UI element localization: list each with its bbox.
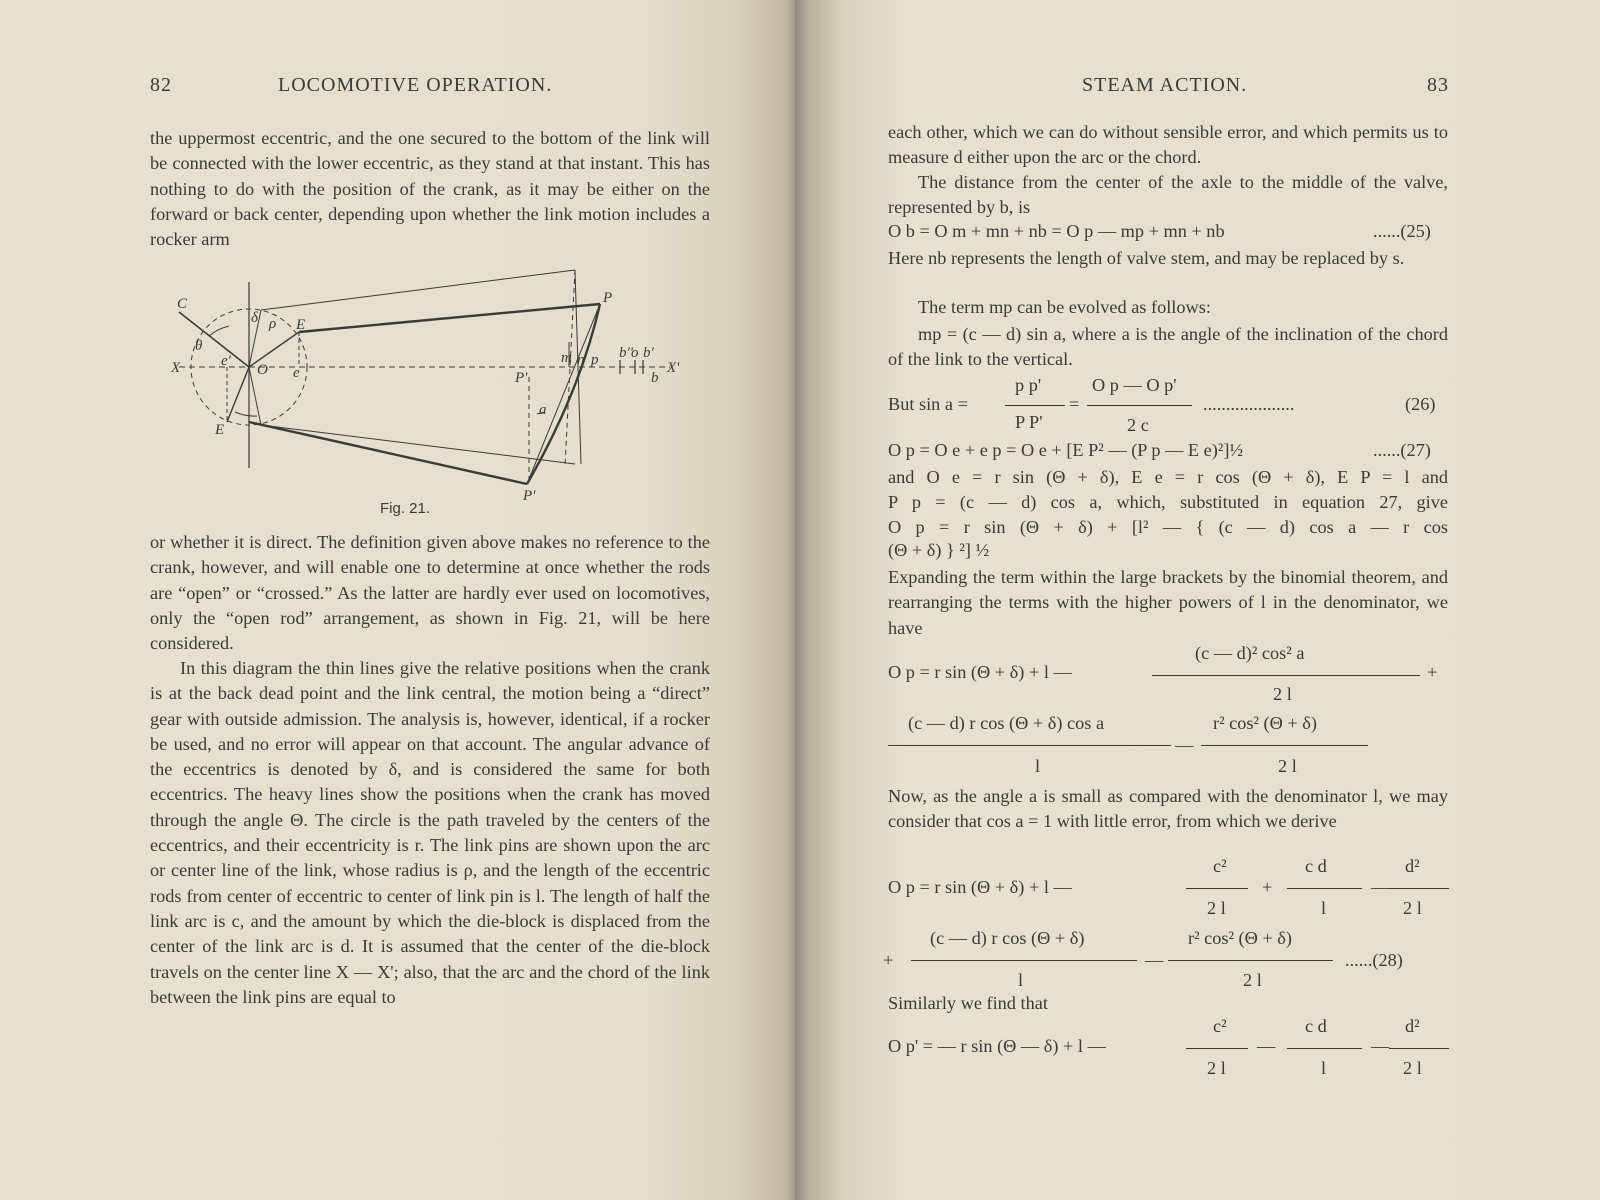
label-P: P <box>603 290 613 306</box>
label-E-upper: E <box>296 317 306 333</box>
fraction-numerator: d² <box>1405 1016 1420 1036</box>
label-e-prime: e' <box>221 353 231 369</box>
fraction-bar <box>1087 405 1192 406</box>
fraction-bar <box>1201 745 1368 746</box>
label-O: O <box>257 362 268 378</box>
label-e: e <box>293 365 300 381</box>
fraction-numerator: c d <box>1305 1016 1327 1036</box>
minus-sign: — <box>1145 950 1164 970</box>
fraction-bar <box>1186 888 1248 889</box>
fraction-numerator: (c — d) r cos (Θ + δ) <box>930 928 1085 948</box>
fraction-denominator: l <box>1321 898 1327 918</box>
fraction-denominator: 2 l <box>1403 1058 1422 1078</box>
paragraph: Expanding the term within the large brackets by the binomial theorem, and rearranging the terms with the higher powers of l in the denominator, we have <box>888 567 1448 638</box>
label-P-prime: P' <box>523 488 536 504</box>
equation-lhs: O p = r sin (Θ + δ) + l — <box>888 662 1072 682</box>
fraction-denominator: l <box>1035 756 1041 776</box>
label-delta: δ <box>251 310 258 326</box>
label-rho: ρ <box>269 316 277 332</box>
paragraph: and O e = r sin (Θ + δ), E e = r cos (Θ + δ), E P = l and <box>888 467 1448 487</box>
fraction-denominator: 2 l <box>1243 970 1262 990</box>
fraction-numerator: p p' <box>1015 375 1042 395</box>
fraction-denominator: 2 l <box>1207 898 1226 918</box>
fraction-bar <box>1389 888 1449 889</box>
label-b: b <box>651 370 659 386</box>
paragraph: P p = (c — d) cos a, which, substituted in equation 27, give <box>888 492 1448 512</box>
figure-caption: Fig. 21. <box>380 500 431 517</box>
minus-sign: — <box>1371 877 1390 897</box>
paragraph: or whether it is direct. The definition given above makes no reference to the crank, however, and will enable one to determine at once whether the rods are “open” or “crossed.” As the latter are hardly ever used on locomotives, only the “open rod” arrangement, as shown in Fig. 21, will be here considered. <box>150 532 710 654</box>
paragraph: (Θ + δ) } ²] ½ <box>888 540 990 560</box>
paragraph: The distance from the center of the axle to the middle of the valve, represented by b, is <box>888 172 1448 218</box>
fraction-numerator: (c — d)² cos² a <box>1195 643 1305 663</box>
label-b-dbl: b'' <box>619 345 633 361</box>
running-head: LOCOMOTIVE OPERATION. <box>278 74 553 96</box>
running-head: STEAM ACTION. <box>1082 74 1248 96</box>
fraction-denominator: 2 l <box>1273 684 1292 704</box>
fraction-bar <box>1287 1048 1362 1049</box>
minus-sign: — <box>1175 735 1194 755</box>
equation-number: ......(28) <box>1345 950 1403 970</box>
label-theta: θ <box>195 338 203 354</box>
fraction-bar <box>1168 960 1333 961</box>
fraction-numerator: O p — O p' <box>1092 375 1177 395</box>
fraction-numerator: r² cos² (Θ + δ) <box>1188 928 1293 948</box>
equation-number: ......(27) <box>1373 440 1431 460</box>
equation-26-lhs: But sin a = <box>888 394 968 414</box>
label-X: X <box>171 360 181 376</box>
left-page <box>0 0 795 1200</box>
paragraph: each other, which we can do without sensible error, and which permits us to measure d either upon the arc or the chord. <box>888 122 1448 168</box>
page-number: 83 <box>1427 74 1449 96</box>
plus-sign: + <box>1262 877 1273 897</box>
fraction-bar <box>911 960 1137 961</box>
fraction-bar <box>1005 405 1065 406</box>
paragraph: mp = (c — d) sin a, where a is the angle of the inclination of the chord of the link to the vertical. <box>888 324 1448 370</box>
fraction-numerator: d² <box>1405 856 1420 876</box>
fraction-numerator: c² <box>1213 1016 1227 1036</box>
label-b-prime: b' <box>643 345 654 361</box>
label-m: m <box>561 350 572 366</box>
label-n: n <box>577 352 585 368</box>
paragraph: the uppermost eccentric, and the one secured to the bottom of the link will be connected with the lower eccentric, as they stand at that instant. This has nothing to do with the position of the crank, as it may be either on the forward or back center, depending upon whether the link motion includes a rocker arm <box>150 128 710 250</box>
plus-sign: + <box>1427 662 1438 682</box>
fraction-bar <box>1389 1048 1449 1049</box>
equation-number: (26) <box>1405 394 1436 414</box>
paragraph: Here nb represents the length of valve stem, and may be replaced by s. <box>888 248 1405 268</box>
label-P-prime-mid: P' <box>515 370 528 386</box>
plus-sign: + <box>883 950 894 970</box>
page-number: 82 <box>150 74 172 96</box>
paragraph: Now, as the angle a is small as compared with the denominator l, we may consider that cos a = 1 with little error, from which we derive <box>888 786 1448 832</box>
equals-sign: = <box>1069 394 1080 414</box>
label-o: o <box>631 345 639 361</box>
fraction-bar <box>888 745 1171 746</box>
fraction-denominator: 2 l <box>1403 898 1422 918</box>
fraction-denominator: l <box>1018 970 1024 990</box>
leader-dots: .................... <box>1203 394 1295 414</box>
fraction-numerator: r² cos² (Θ + δ) <box>1213 713 1318 733</box>
paragraph: Similarly we find that <box>888 993 1048 1013</box>
fraction-numerator: c² <box>1213 856 1227 876</box>
fraction-bar <box>1186 1048 1248 1049</box>
right-page <box>795 0 1600 1200</box>
equation-number: ......(25) <box>1373 221 1431 241</box>
fraction-bar <box>1287 888 1362 889</box>
fraction-numerator: c d <box>1305 856 1327 876</box>
paragraph: In this diagram the thin lines give the relative positions when the crank is at the back dead point and the link central, the motion being a “direct” gear with outside admission. The analysis is, however, identical, if a rocker be used, and no error will appear on that account. The angular advance of the eccentrics is denoted by δ, and is considered the same for both eccentrics. The heavy lines show the positions when the crank has moved through the angle Θ. The circle is the path traveled by the centers of the eccentrics, and their eccentricity is r. The link pins are shown upon the arc or center line of the link, whose radius is ρ, and the length of the eccentric rods from center of eccentric to center of link pin is l. The length of half the link arc is c, and the amount by which the die-block is displaced from the center of the link arc is d. It is assumed that the center of the die-block travels on the center line X — X'; also, that the arc and the chord of the link between the link pins are equal to <box>150 658 710 1007</box>
minus-sign: — <box>1257 1036 1276 1056</box>
equation-25: O b = O m + mn + nb = O p — mp + mn + nb <box>888 221 1225 241</box>
fraction-denominator: 2 l <box>1278 756 1297 776</box>
equation-lhs: O p = r sin (Θ + δ) + l — <box>888 877 1072 897</box>
label-p: p <box>591 352 599 368</box>
fraction-denominator: P P' <box>1015 412 1043 432</box>
equation-lhs: O p' = — r sin (Θ — δ) + l — <box>888 1036 1106 1056</box>
fraction-denominator: 2 l <box>1207 1058 1226 1078</box>
paragraph: The term mp can be evolved as follows: <box>918 297 1211 317</box>
fraction-numerator: (c — d) r cos (Θ + δ) cos a <box>908 713 1105 733</box>
minus-sign: — <box>1371 1036 1390 1056</box>
fraction-denominator: l <box>1321 1058 1327 1078</box>
label-E-lower: E <box>215 422 225 438</box>
fraction-denominator: 2 c <box>1127 415 1149 435</box>
figure-21-diagram <box>165 262 705 512</box>
label-C: C <box>177 296 188 312</box>
equation-27: O p = O e + e p = O e + [E P² — (P p — E e)²]½ <box>888 440 1244 460</box>
fraction-bar <box>1152 675 1420 676</box>
paragraph: O p = r sin (Θ + δ) + [l² — { (c — d) cos a — r cos <box>888 517 1448 537</box>
label-X-prime: X' <box>667 360 680 376</box>
label-a: a <box>539 402 547 418</box>
